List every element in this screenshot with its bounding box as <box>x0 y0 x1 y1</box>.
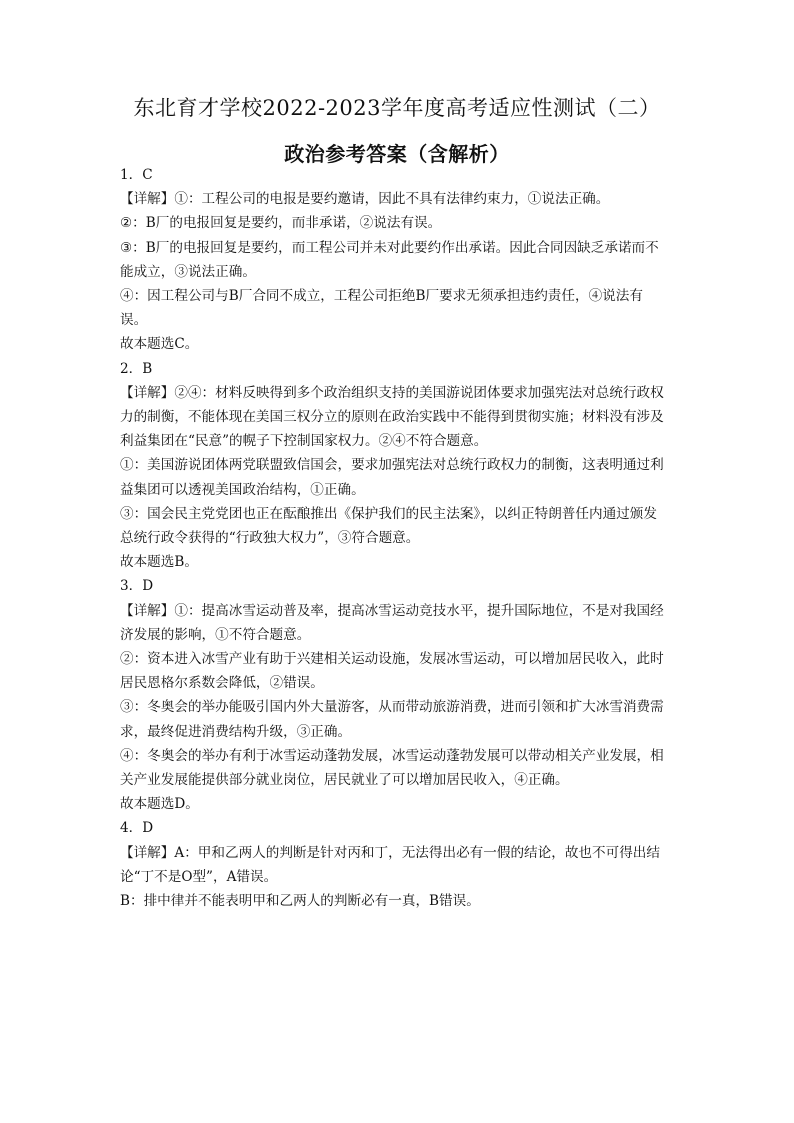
text-line: 故本题选C。 <box>120 336 199 353</box>
text-line: ③：冬奥会的举办能吸引国内外大量游客，从而带动旅游消费，进而引领和扩大冰雪消费需 <box>120 699 664 716</box>
text-line: 故本题选B。 <box>120 554 198 571</box>
answer-body <box>120 163 680 913</box>
text-line: 4．D <box>120 820 154 837</box>
text-line: ①：美国游说团体两党联盟致信国会，要求加强宪法对总统行政权力的制衡，这表明通过利 <box>120 457 664 474</box>
document-title: 东北育才学校2022-2023学年度高考适应性测试（二） <box>133 96 661 120</box>
text-line: 【详解】①：工程公司的电报是要约邀请，因此不具有法律约束力，①说法正确。 <box>120 191 610 208</box>
text-line: 1．C <box>120 167 153 183</box>
text-line: 关产业发展能提供部分就业岗位，居民就业了可以增加居民收入，④正确。 <box>120 772 569 789</box>
text-line: 求，最终促进消费结构升级，③正确。 <box>120 723 352 740</box>
text-line: ④：因工程公司与B厂合同不成立，工程公司拒绝B厂要求无须承担违约责任，④说法有 <box>120 288 643 305</box>
text-line: 【详解】①：提高冰雪运动普及率，提高冰雪运动竞技水平，提升国际地位，不是对我国经 <box>120 602 664 619</box>
text-line: 能成立，③说法正确。 <box>120 263 256 280</box>
text-line: ③：B厂的电报回复是要约，而工程公司并未对此要约作出承诺。因此合同因缺乏承诺而不 <box>120 239 659 256</box>
text-line: ②：B厂的电报回复是要约，而非承诺，②说法有误。 <box>120 215 442 232</box>
text-line: 益集团可以透视美国政治结构，①正确。 <box>120 481 365 498</box>
text-line: 总统行政令获得的“行政独大权力”，③符合题意。 <box>120 530 420 547</box>
text-line: 故本题选D。 <box>120 796 199 813</box>
text-line: ④：冬奥会的举办有利于冰雪运动蓬勃发展，冰雪运动蓬勃发展可以带动相关产业发展，相 <box>120 747 664 764</box>
text-line: B：排中律并不能表明甲和乙两人的判断必有一真，B错误。 <box>120 893 480 910</box>
text-line: 力的制衡，不能体现在美国三权分立的原则在政治实践中不能得到贯彻实施；材料没有涉及 <box>120 409 664 426</box>
text-line: 居民恩格尔系数会降低，②错误。 <box>120 675 324 692</box>
text-line: 【详解】A：甲和乙两人的判断是针对丙和丁，无法得出必有一假的结论，故也不可得出结 <box>120 844 660 861</box>
text-line: 济发展的影响，①不符合题意。 <box>120 626 311 643</box>
document-subtitle: 政治参考答案（含解析） <box>284 142 510 166</box>
text-line: 论“丁不是O型”，A错误。 <box>120 868 278 885</box>
text-line: 利益集团在“民意”的幌子下控制国家权力。②④不符合题意。 <box>120 433 488 450</box>
text-line: 2．B <box>120 360 153 377</box>
text-line: ③：国会民主党党团也正在酝酿推出《保护我们的民主法案》，以纠正特朗普任内通过颁发 <box>120 505 657 522</box>
text-line: 3．D <box>120 578 154 595</box>
text-line: 【详解】②④：材料反映得到多个政治组织支持的美国游说团体要求加强宪法对总统行政权 <box>120 384 664 401</box>
text-line: 误。 <box>120 312 148 329</box>
text-line: ②：资本进入冰雪产业有助于兴建相关运动设施，发展冰雪运动，可以增加居民收入，此时 <box>120 651 664 668</box>
